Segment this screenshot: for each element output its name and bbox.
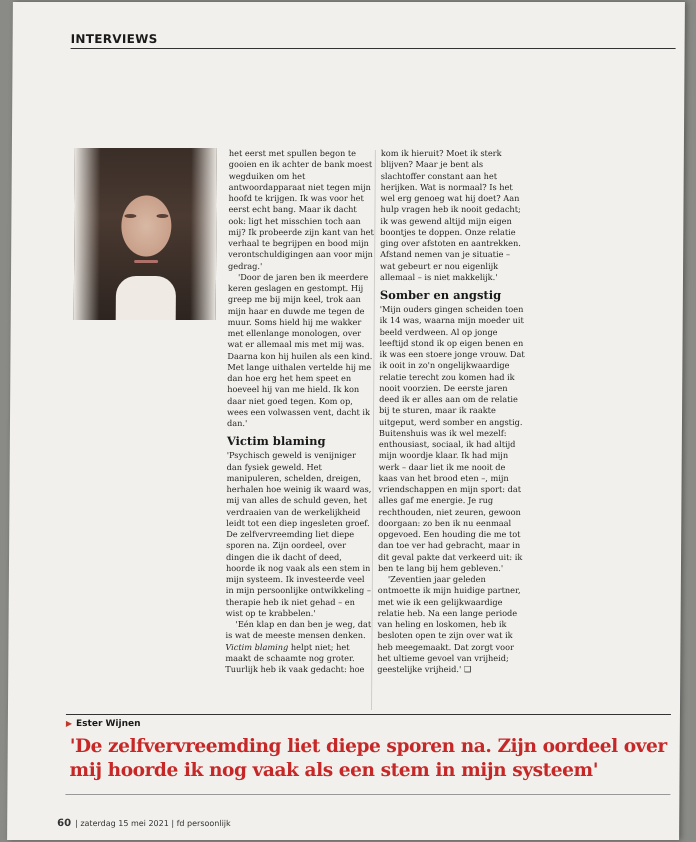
page-number: 60 [57,818,72,829]
footer-text: | zaterdag 15 mei 2021 | fd persoonlijk [75,819,231,828]
paragraph: het eerst met spullen begon te gooien en ik achter de bank moest wegduiken om het antwoordapparaat niet tegen mijn hoofd te krijgen. Ik was voor het eerst echt bang. Maar ik dacht ook: ligt het misschien toch aan mij? Ik probeerde zijn kant van het verhaal te begrijpen en bood mijn verontschuldigingen aan voor mijn gedrag.' [228,148,374,271]
page-footer [57,818,231,829]
paragraph: 'Door de jaren ben ik meerdere keren geslagen en gestompt. Hij greep me bij mijn keel, trok aan mijn haar en duwde me tegen de muur. Soms hield hij me wakker met ellenlange monologen, over wat er allemaal mis met mij was. Daarna kon hij huilen als een kind. Met lange uithalen vertelde hij me dan hoe erg het hem speet en hoeveel hij van me hield. Ik kon daar niet goed tegen. Kom op, wees een volwassen vent, dacht ik dan.' [226,271,373,428]
byline-name: Ester Wijnen [76,719,141,729]
subheading: Somber en angstig [379,288,502,302]
paragraph [225,619,372,675]
portrait-photo [74,148,217,320]
text-span: helpt niet; het maakt de schaamte nog groter. Tuurlijk heb ik vaak gedacht: hoe [225,641,365,674]
emphasis: Victim blaming [225,641,289,652]
bottom-rule [65,794,670,795]
triangle-icon: ▶ [65,719,73,728]
paragraph: 'Zeventien jaar geleden ontmoette ik mijn huidige partner, met wie ik een gelijkwaardige relatie heb. Na een lange periode van heling en loskomen, heb ik besloten open te zijn over wat ik heb meegemaakt. Dat zorgt voor het ultieme gevoel van vrijheid; geestelijke vrijheid.' ❑ [377,574,521,674]
paragraph: kom ik hieruit? Moet ik sterk blijven? Maar je bent als slachtoffer constant aan het herijken. Wat is normaal? Is het wel erg genoeg wat hij doet? Aan hulp vragen heb ik nooit gedacht; ik was gewend altijd mijn eigen boontjes te doppen. Onze relatie ging over afstoten en aantrekken. Afstand nemen van je situatie – wat gebeurt er nou eigenlijk allemaal – is niet makkelijk.' [379,148,521,282]
paragraph: 'Mijn ouders gingen scheiden toen ik 14 was, waarna mijn moeder uit beeld verdween. Al op jonge leeftijd stond ik op eigen benen en ik was een stoere jonge vrouw. Dat ik ooit in zo'n ongelijkwaardige relatie terecht zou komen had ik nooit voorzien. De eerste jaren deed ik er alles aan om de relatie bij te sturen, maar ik raakte uitgeput, werd somber en angstig. Buitenshuis was ik wel mezelf: enthousiast, sociaal, ik had altijd mijn woordje klaar. Ik had mijn werk – daar liet ik me nooit de kaas van het brood eten –, mijn vriendschappen en mijn sport: dat alles gaf me energie. Je rug rechthouden, niet zeuren, gewoon doorgaan: zo ben ik nu eenmaal opgevoed. Een houding die me tot dan toe ver had gebracht, maar in dit geval pakte dat verkeerd uit: ik ben te lang bij hem gebleven.' [377,304,525,573]
text-span: 'Eén klap en dan ben je weg, dat is wat de meeste mensen denken. [225,619,372,641]
text-column-2 [377,148,528,675]
top-rule [71,48,676,49]
pull-quote: 'De zelfvervreemding liet diepe sporen na. Zijn oordeel over mij hoorde ik nog vaak als een stem in mijn systeem' [69,736,667,781]
section-label: INTERVIEWS [70,32,158,46]
magazine-page [7,2,685,840]
text-column-1 [225,148,376,675]
byline [66,719,141,729]
paragraph: 'Psychisch geweld is venijniger dan fysiek geweld. Het manipuleren, schelden, dreigen, herhalen hoe weinig ik waard was, mij van alles de schuld geven, het verdraaien van de werkelijkheid leidt tot een diep ingesleten groef. De zelfvervreemding liet diepe sporen na. Zijn oordeel, over dingen die ik dacht of deed, hoorde ik nog vaak als een stem in mijn systeem. Ik investeerde veel in mijn persoonlijke ontwikkeling – therapie heb ik niet gehad – en wist op te krabbelen.' [225,450,372,618]
quote-rule [66,714,671,715]
subheading: Victim blaming [226,434,326,449]
